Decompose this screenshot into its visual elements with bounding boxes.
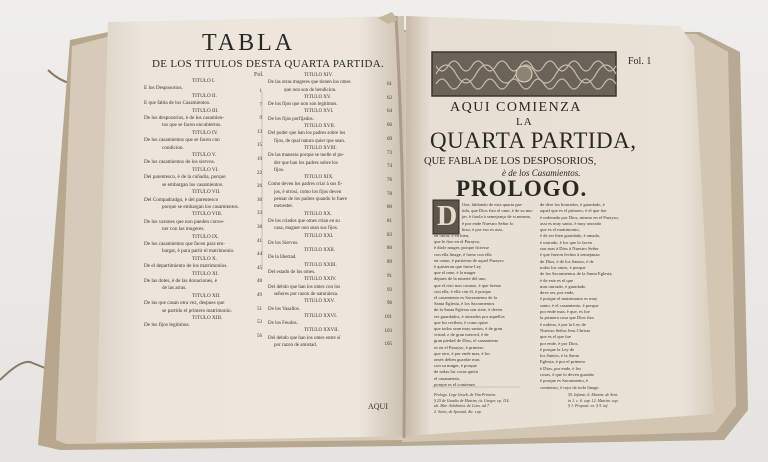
- body-line: que el ome, è la muger: [434, 270, 476, 276]
- toc-line: TITULO XVI.: [304, 109, 334, 115]
- footnote-line: Prologo. Lege Geseb, de Vita Primera.: [434, 392, 497, 397]
- page-number: 49: [257, 292, 262, 298]
- footnote-line: § 1. Proposit. ex. § 5. inf.: [568, 403, 609, 409]
- body-line: jer, è fizola à semejança de si mesmo,: [462, 214, 532, 220]
- body-line: el casamiento es Sacramento de la: [434, 295, 497, 301]
- body-line: è porque es Sacramento, è: [540, 378, 589, 384]
- toc-line: De los fijos porfijados.: [268, 116, 314, 122]
- body-line: è de ser bien guardado, è amado,: [540, 233, 601, 239]
- toc-line: TITULO XIV.: [304, 73, 333, 78]
- toc-line: bargar, è para partir el matrimonio.: [162, 248, 235, 255]
- toc-line: TITULO XXV.: [304, 299, 335, 305]
- body-line: è diole muger, porque ficiesse: [434, 245, 490, 251]
- body-line: el casamiento,: [434, 375, 461, 381]
- body-line: è de este es el que: [540, 277, 574, 283]
- page-number: 22: [257, 170, 262, 176]
- toc-line: De las otras mugeres que tienen los omes: [268, 80, 351, 86]
- toc-line: tos que se facen encubiertos.: [162, 122, 222, 129]
- toc-line: De los desposorios, è de los casamien-: [144, 115, 224, 122]
- body-line: virtud, e de gran merced, è de: [434, 332, 489, 338]
- body-line: la primera cosa que Dios fizo: [540, 315, 594, 321]
- page-number: 66: [387, 123, 392, 129]
- toc-line: TITULO VII.: [192, 189, 221, 196]
- page-number: 56: [257, 333, 262, 339]
- toc-line: TITULO X.: [192, 255, 218, 262]
- toc-line: TITULO I.: [192, 78, 216, 84]
- toc-line: menester.: [274, 204, 294, 210]
- toc-line: jos, è otrosi, como los fijos deven: [274, 189, 342, 195]
- left-column-1: [144, 78, 254, 330]
- page-number: 9: [259, 116, 262, 122]
- page-number: 44: [257, 252, 262, 258]
- toc-line: De los varones que non pueden conve-: [144, 218, 225, 225]
- body-line: de Dios, è de los Santos, è de: [540, 258, 594, 264]
- body-line: de la Santa Eglesia son siete, è deven: [434, 307, 503, 313]
- toc-line: E los Desposorios.: [144, 85, 183, 92]
- toc-line: De los criados que omes crian en su: [268, 218, 340, 224]
- page-number: 30: [257, 197, 262, 203]
- body-line: comienzo, è rayz de todo linage.: [540, 384, 600, 390]
- title-line-4: QUE FABLA DE LOS DESPOSORIOS,: [424, 156, 597, 167]
- footnote-line: 55. Infante, 6. Matrim. de Sent.: [568, 392, 618, 397]
- toc-line: TITULO XI.: [192, 270, 219, 277]
- toc-line: por razon de amistad.: [274, 342, 318, 348]
- toc-line: der que han los padres sobre los: [274, 160, 338, 166]
- page-number: 41: [257, 238, 262, 244]
- toc-line: TITULO IX.: [192, 233, 219, 240]
- footnotes-right: [568, 392, 680, 409]
- page-number: 51: [257, 306, 262, 312]
- body-line: que le fizo en el Parayso,: [434, 239, 481, 245]
- body-line: è ordenado por Dios, mismo en el Parayso,: [540, 214, 619, 220]
- body-column-left: [434, 202, 534, 388]
- page-number: 89: [387, 260, 392, 266]
- page-number: 48: [257, 279, 262, 285]
- body-line: en onrra, è en bien,: [434, 233, 470, 239]
- page-number: 93: [387, 287, 392, 293]
- toc-line: TITULO XII.: [192, 292, 221, 299]
- toc-line: De el departimiento de los matrimonios.: [144, 263, 228, 270]
- page-number: 105: [384, 342, 392, 348]
- page-number: 80: [387, 205, 392, 211]
- toc-line: De los Vasallos.: [268, 306, 300, 312]
- toc-line: señores por razon de naturaleza.: [274, 291, 339, 297]
- body-line: santo, è el casamiento, è porque: [540, 302, 599, 308]
- body-line: omes deben guardar mas: [434, 357, 480, 363]
- title-line-2: LA: [516, 116, 533, 128]
- page-number: 73: [387, 150, 392, 156]
- page-number: 33: [257, 211, 262, 217]
- body-line: assi es muy santo, è muy onrrado: [540, 220, 602, 226]
- toc-line: de las arras.: [162, 285, 187, 292]
- page-number: 78: [387, 191, 392, 197]
- toc-line: De los casamientos que facen para em-: [144, 240, 225, 247]
- toc-line: Del poder que han los padres sobre los: [268, 131, 346, 137]
- page-number: 45: [257, 265, 262, 271]
- toc-line: TITULO XXVI.: [304, 313, 338, 319]
- page-number: 62: [387, 95, 392, 101]
- page-number: 7: [259, 102, 262, 108]
- body-line: è Dios, por ende, è los: [540, 365, 581, 371]
- body-line: con ella linage, è fuese con ella: [434, 251, 492, 257]
- body-line: por ende, è por Dios,: [540, 340, 579, 346]
- title-line-1: AQUI COMIENZA: [450, 100, 582, 115]
- body-line: è ordeno, è por la Ley de: [540, 321, 586, 327]
- body-line: è quisieron que fuese Ley: [434, 264, 482, 270]
- body-line: por ende mas, è que, es fue: [540, 309, 590, 315]
- toc-line: ner con las mugeres.: [162, 226, 205, 233]
- toc-line: se embargan los casamientos.: [162, 181, 224, 188]
- page-number: 15: [257, 143, 262, 149]
- body-line: gran piedad de Dios, el casamiento: [434, 338, 499, 344]
- toc-line: TITULO III.: [192, 107, 219, 114]
- body-line: de todas las cosas quien: [434, 369, 478, 375]
- page-number: 86: [387, 246, 392, 252]
- toc-line: TITULO VIII.: [192, 211, 223, 218]
- toc-line: De los Feudos.: [268, 321, 298, 327]
- toc-line: TITULO II.: [192, 92, 217, 99]
- body-line: de los Sacramentos de la Santa Eglesia,: [540, 271, 613, 277]
- footnote-line: § 25 de Gaudio de Matrim, tit. Gregor. ep. 114.: [434, 397, 510, 403]
- body-line: que el otro non casasse, è que fuesse: [434, 282, 502, 288]
- toc-line: condicion.: [162, 144, 184, 151]
- toc-line: TITULO XXVII.: [304, 328, 339, 334]
- body-line: è que fueron fechos à semejanza: [540, 252, 600, 258]
- body-line: que todos sean muy santos, è de gran: [434, 326, 503, 332]
- toc-line: De la libertad.: [268, 255, 297, 261]
- body-line: è porque la Ley de: [540, 346, 575, 352]
- title-line-3: QUARTA PARTIDA,: [430, 128, 637, 153]
- page-number: 53: [257, 320, 262, 326]
- body-line: que es el que fue: [540, 334, 571, 340]
- toc-line: TITULO XXI.: [304, 233, 334, 239]
- body-line: Eglesia, è por el primero: [540, 359, 586, 365]
- left-column-2: [268, 72, 376, 349]
- left-heading: TABLA: [202, 30, 296, 56]
- page-number: 83: [387, 232, 392, 238]
- toc-line: casa, maguer non sean sus fijos.: [274, 226, 339, 232]
- footnote-line: ult. Mar. Arhdemist. de Cons. ad 7.: [434, 403, 490, 409]
- body-line: todos los omes, è porque: [540, 264, 586, 270]
- body-line: aquel que es el primero, è el que fue: [540, 208, 607, 214]
- toc-line: Del debdo que han los omes entre sí: [268, 335, 341, 341]
- page-number: 13: [257, 129, 262, 135]
- toc-line: De los casamientos de los siervos.: [144, 159, 215, 166]
- body-line: Santa Eglesia, è los Sacramentos: [434, 301, 495, 307]
- body-line: con ella, è ella con él, è porque: [434, 288, 492, 294]
- toc-line: TITULO XXIV.: [304, 277, 337, 283]
- toc-line: De los casamientos que se facen con: [144, 137, 220, 144]
- page-number: 96: [387, 301, 392, 307]
- page-number: 69: [387, 136, 392, 142]
- page-number: 103: [384, 328, 392, 334]
- toc-line: TITULO XX.: [304, 211, 332, 217]
- body-line: que otro, è por ende mas, è los: [434, 350, 491, 356]
- body-line: porque es el comienzo: [434, 381, 476, 387]
- title-line-5: è de los Casamientos.: [502, 168, 581, 178]
- toc-line: TITULO XXIII.: [304, 262, 337, 268]
- left-column-1-pages: [250, 85, 262, 343]
- toc-line: De los fijos que non son legitimos.: [268, 102, 338, 108]
- toc-line: fijos, de qual natura quier que sean.: [274, 138, 346, 144]
- page-number: 76: [387, 177, 392, 183]
- body-line: en carne, è partieron de aquel Parayso: [434, 257, 504, 263]
- toc-line: De las maneras porque se tuelle el po-: [268, 153, 345, 159]
- body-line: è por ende Nuestro Señor lo: [462, 220, 514, 226]
- toc-line: se partido el primero matrimonio.: [162, 307, 232, 314]
- body-column-right: [540, 202, 692, 391]
- footnote-line: 2. Sexto, de Sponsal, &c. cap.: [434, 408, 482, 414]
- body-line: è onrrado, è los que lo facen: [540, 239, 592, 245]
- toc-line: Del estado de los omes.: [268, 270, 316, 276]
- body-line: son mas à Dios à Nuestro Señor: [540, 246, 599, 252]
- toc-line: TITULO XVII.: [304, 124, 336, 130]
- toc-line: De los fijos legitimos.: [144, 322, 190, 329]
- toc-line: Del parentesco, è de la cuñadia, porque: [144, 174, 226, 181]
- toc-line: De los Siervos.: [268, 240, 299, 246]
- body-line: que los reciben, è como quier: [434, 319, 489, 325]
- toc-line: Del debdo que han los omes con los: [268, 284, 341, 290]
- body-line: deve ser, por ende,: [540, 290, 575, 296]
- body-line: hizo, è por eso es assi,: [462, 226, 503, 232]
- toc-line: De las dotes, è de las donaciones, è: [144, 277, 218, 284]
- body-line: mas onrrado, è guardado: [540, 283, 586, 289]
- body-line: ser guardados, è onrrados por aquellos: [434, 313, 505, 319]
- body-line: de dere los honrados, è guardado, è: [540, 202, 605, 207]
- footnotes-left: [434, 392, 534, 414]
- toc-line: fijos.: [274, 167, 285, 173]
- catchword: AQUI: [368, 402, 388, 411]
- body-line: los Santos, è la Santa: [540, 353, 579, 359]
- body-line: Nuestro Señor Jesu Christo: [540, 327, 591, 333]
- body-line: depues de la muerte del uno,: [434, 276, 487, 282]
- toc-line: Del Compadradgo, è del parentesco: [144, 196, 219, 203]
- body-line: Oze, fablando de esta quarta par-: [462, 202, 523, 207]
- toc-line: TITULO XXII.: [304, 248, 336, 254]
- prologo-heading: PROLOGO.: [456, 176, 588, 201]
- toc-line: pensar de los padres quando lo fuere: [274, 197, 348, 203]
- toc-line: TITULO XIX.: [304, 175, 334, 181]
- page-number: 38: [257, 224, 262, 230]
- page-number: 101: [384, 314, 392, 320]
- toc-line: TITULO XVIII.: [304, 145, 337, 151]
- body-line: cosas, è que lo deven guardar: [540, 372, 595, 378]
- page-number: 81: [387, 219, 392, 225]
- toc-line: De las que casan otra vez, despues que: [144, 300, 225, 307]
- left-column-2-pages: [378, 78, 392, 352]
- fol-label: Fol.: [254, 72, 264, 78]
- ornament-center: [516, 66, 532, 82]
- toc-line: porque se embargan los casamientos.: [162, 203, 239, 210]
- toc-line: TITULO VI.: [192, 166, 219, 173]
- toc-line: TITULO IV.: [192, 129, 219, 136]
- body-line: que es el matrimonio,: [540, 227, 580, 233]
- page-number: 64: [387, 109, 392, 115]
- left-subheading: DE LOS TITULOS DESTA QUARTA PARTIDA.: [152, 58, 385, 70]
- body-line: è porque el matrimonio es muy: [540, 296, 598, 302]
- footnote-line: in 1. c. 6. cap. 12. Matrim. cap.: [568, 397, 619, 403]
- toc-line: que non son de bendicion.: [284, 87, 337, 93]
- page-number: 61: [387, 82, 392, 87]
- page-number: 19: [257, 156, 262, 162]
- folio-number: Fol. 1: [628, 56, 652, 67]
- body-line: tida, que Dios fizo el ome, è de su mu-: [462, 208, 534, 214]
- page-number: 91: [387, 273, 392, 279]
- body-line: es en el Parayso, è primero: [434, 344, 484, 350]
- toc-line: E que fabla de los Casamientos.: [144, 100, 211, 107]
- toc-line: TITULO XV.: [304, 94, 332, 100]
- toc-line: TITULO XIII.: [192, 315, 223, 321]
- page-number: 1: [259, 89, 262, 94]
- page-number: 26: [257, 184, 262, 190]
- toc-line: TITULO V.: [192, 152, 217, 159]
- toc-line: Como deven los padres criar à sus fi-: [268, 182, 343, 188]
- page-number: 74: [387, 164, 392, 170]
- body-line: con su muger, è porque: [434, 363, 477, 369]
- drop-cap-letter: D: [437, 201, 458, 232]
